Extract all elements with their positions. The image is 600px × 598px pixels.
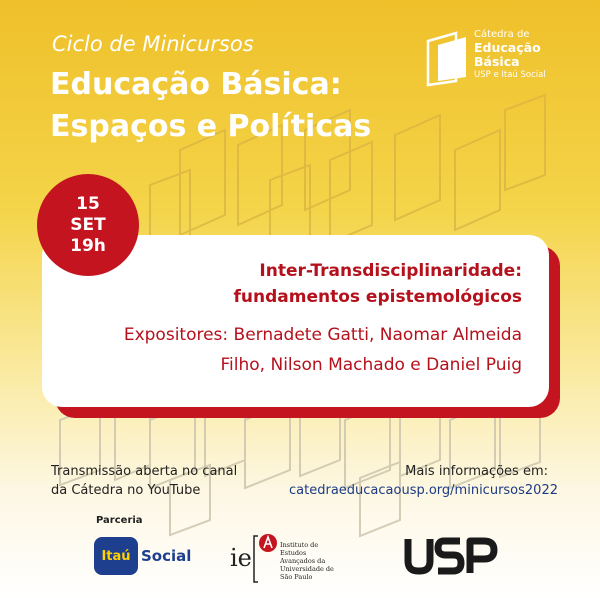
- catedra-logo-text: [474, 29, 546, 81]
- partner-label: Parceria: [96, 515, 143, 526]
- itau-social-logo: [94, 537, 192, 577]
- info-link[interactable]: catedraeducacaousp.org/minicursos2022: [289, 483, 558, 498]
- talk-title-line-2: fundamentos epistemológicos: [233, 287, 522, 307]
- title-line-2: Espaços e Políticas: [50, 109, 372, 144]
- date-badge: [37, 174, 139, 276]
- date-month: SET: [70, 214, 106, 235]
- itau-social-text: Social: [141, 547, 192, 565]
- iea-line: Estudos: [280, 549, 307, 557]
- talk-title: [233, 258, 522, 310]
- itau-logo-icon: Itaú: [94, 537, 138, 575]
- iea-text: [280, 541, 334, 581]
- transmission-line-2: da Cátedra no YouTube: [51, 483, 201, 498]
- iea-logo: [228, 530, 378, 586]
- date-day: 15: [76, 193, 100, 214]
- logo-line-4: USP e Itaú Social: [474, 70, 546, 80]
- transmission-info: [51, 462, 237, 500]
- logo-line-3: Básica: [474, 54, 520, 69]
- series-subtitle: Ciclo de Minicursos: [52, 32, 254, 56]
- title-line-1: Educação Básica:: [50, 67, 342, 102]
- iea-mark-text: ie: [230, 544, 252, 572]
- speakers: [52, 320, 522, 380]
- page-title: [50, 64, 371, 148]
- catedra-logo: [426, 27, 576, 93]
- iea-line: Avançados da: [280, 557, 326, 565]
- transmission-line-1: Transmissão aberta no canal: [51, 464, 238, 479]
- usp-logo-icon: [400, 535, 500, 577]
- speakers-line-1: Expositores: Bernadete Gatti, Naomar Almeida: [123, 325, 522, 345]
- date-time: 19h: [70, 235, 106, 256]
- iea-line: São Paulo: [280, 573, 313, 581]
- logo-line-2: Educação: [474, 40, 541, 55]
- talk-title-line-1: Inter-Transdisciplinaridade:: [259, 261, 522, 281]
- iea-line: Instituto de: [280, 541, 319, 549]
- iea-logo-icon: [228, 530, 278, 586]
- logo-line-1: Cátedra de: [474, 29, 530, 40]
- speakers-line-2: Filho, Nilson Machado e Daniel Puig: [220, 355, 522, 375]
- info-label: Mais informações em:: [405, 464, 548, 479]
- catedra-logo-icon: [426, 31, 470, 87]
- iea-line: Universidade de: [280, 565, 334, 573]
